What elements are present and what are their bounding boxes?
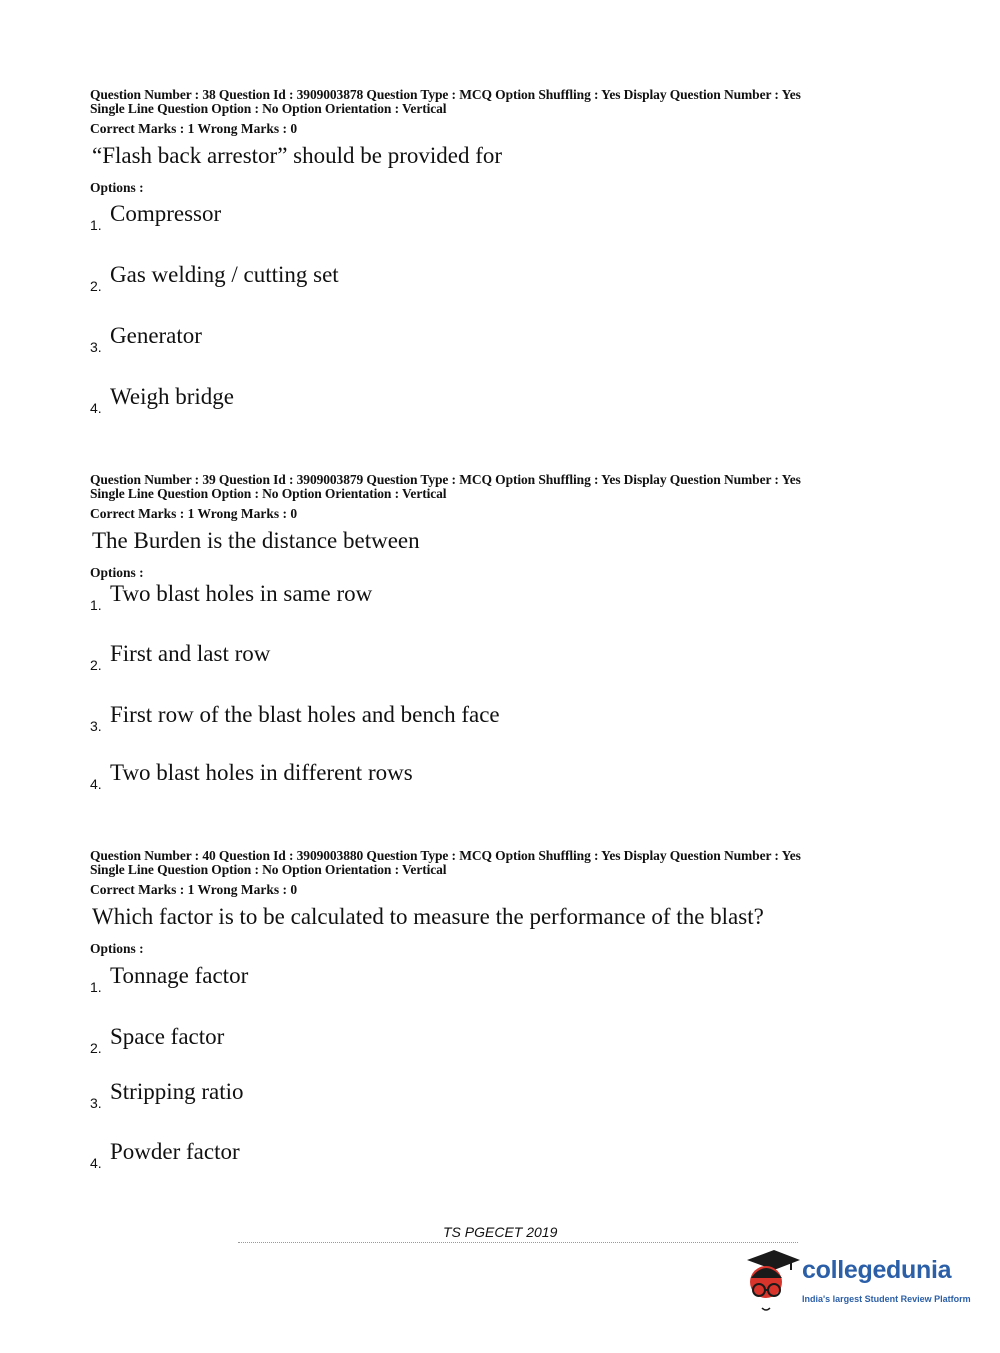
collegedunia-logo[interactable] (742, 1248, 970, 1318)
option-number: 4. (90, 776, 102, 792)
options-label: Options : (90, 180, 144, 195)
question-block-38 (90, 87, 910, 416)
options-label: Options : (90, 565, 144, 580)
option-text: First row of the blast holes and bench face (110, 702, 500, 727)
brand-tagline: India's largest Student Review Platform (802, 1294, 971, 1304)
question-meta-line2: Single Line Question Option : No Option Orientation : Vertical (90, 101, 447, 116)
option-number: 2. (90, 657, 102, 673)
option-text: Compressor (110, 201, 222, 226)
option-text: Space factor (110, 1024, 225, 1049)
option-number: 4. (90, 1155, 102, 1171)
option-text: Powder factor (110, 1139, 240, 1164)
option-text: Two blast holes in different rows (110, 760, 413, 785)
option-number: 3. (90, 718, 102, 734)
question-meta-line1: Question Number : 40 Question Id : 3909003880 Question Type : MCQ Option Shuffling : Yes Display Question Number : Yes (90, 848, 801, 863)
question-text: “Flash back arrestor” should be provided for (92, 143, 503, 168)
question-marks: Correct Marks : 1 Wrong Marks : 0 (90, 121, 298, 136)
question-marks: Correct Marks : 1 Wrong Marks : 0 (90, 506, 298, 521)
question-marks: Correct Marks : 1 Wrong Marks : 0 (90, 882, 298, 897)
footer-divider (238, 1242, 798, 1247)
exam-title: TS PGECET 2019 (443, 1224, 558, 1240)
option-number: 2. (90, 278, 102, 294)
question-meta-line1: Question Number : 38 Question Id : 3909003878 Question Type : MCQ Option Shuffling : Yes Display Question Number : Yes (90, 87, 801, 102)
question-meta-line2: Single Line Question Option : No Option Orientation : Vertical (90, 862, 447, 877)
option-number: 3. (90, 339, 102, 355)
option-number: 4. (90, 400, 102, 416)
option-text: Tonnage factor (110, 963, 249, 988)
option-number: 2. (90, 1040, 102, 1056)
question-meta-line2: Single Line Question Option : No Option Orientation : Vertical (90, 486, 447, 501)
mascot-icon (742, 1248, 802, 1318)
option-number: 3. (90, 1095, 102, 1111)
option-number: 1. (90, 979, 102, 995)
option-text: Two blast holes in same row (110, 581, 373, 606)
question-text: The Burden is the distance between (92, 528, 420, 553)
option-text: Weigh bridge (110, 384, 234, 409)
question-text: Which factor is to be calculated to measure the performance of the blast? (92, 904, 764, 929)
option-text: Generator (110, 323, 202, 348)
option-number: 1. (90, 597, 102, 613)
question-block-39 (90, 472, 910, 792)
option-text: First and last row (110, 641, 271, 666)
question-meta-line1: Question Number : 39 Question Id : 3909003879 Question Type : MCQ Option Shuffling : Yes Display Question Number : Yes (90, 472, 801, 487)
brand-name: collegedunia (802, 1256, 952, 1284)
question-block-40 (90, 848, 910, 1171)
options-label: Options : (90, 941, 144, 956)
option-text: Gas welding / cutting set (110, 262, 339, 287)
option-number: 1. (90, 217, 102, 233)
option-text: Stripping ratio (110, 1079, 244, 1104)
